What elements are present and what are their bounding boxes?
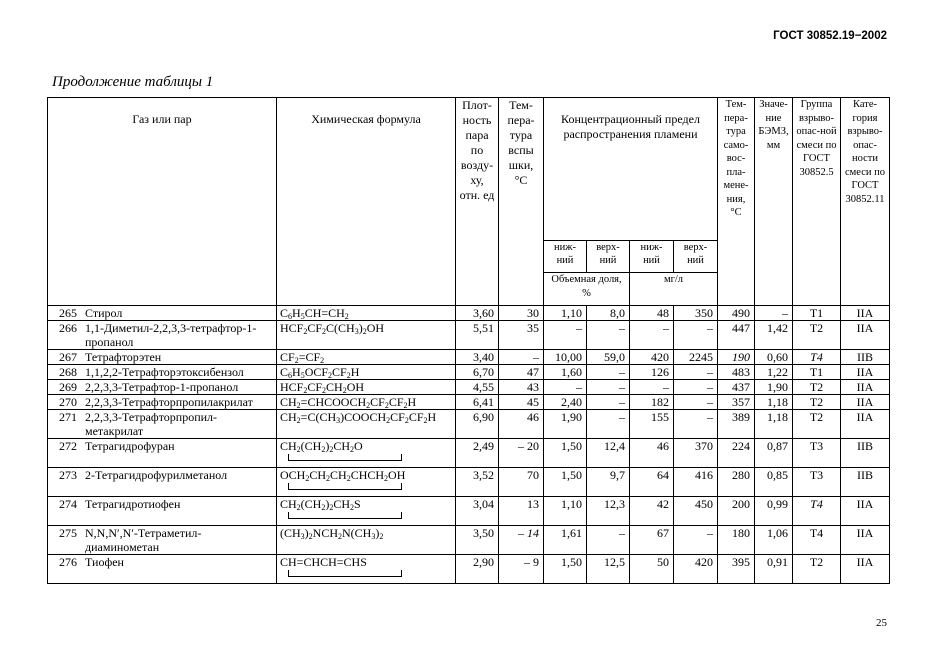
formula-text: $CF_2=CF_2$: [280, 350, 325, 365]
row-number: 276: [59, 555, 77, 569]
ring-bracket-icon: [288, 483, 402, 490]
cell-group: T2: [793, 555, 841, 584]
cell-formula: [277, 306, 456, 321]
cell-gas: [48, 497, 277, 526]
cell-lower-mg: –: [630, 321, 674, 350]
cell-category: IIA: [841, 380, 890, 395]
cell-upper-volume: 12,3: [587, 497, 630, 526]
row-number: 271: [59, 410, 77, 424]
cell-group: T4: [793, 497, 841, 526]
cell-mesg: 1,06: [755, 526, 793, 555]
table-row: [48, 439, 890, 468]
cell-formula: [277, 365, 456, 380]
table-continuation-caption: Продолжение таблицы 1: [52, 74, 214, 90]
cell-mesg: 1,22: [755, 365, 793, 380]
cell-category: IIA: [841, 321, 890, 350]
cell-lower-volume: 1,61: [544, 526, 587, 555]
cell-gas: [48, 306, 277, 321]
formula-text: $CH_2(CH_2)_2CH_2S$: [280, 497, 361, 512]
header-gas: Газ или пар: [48, 98, 277, 306]
cell-lower-volume: –: [544, 380, 587, 395]
cell-flash-point: 43: [499, 380, 544, 395]
cell-lower-volume: 2,40: [544, 395, 587, 410]
cell-gas: [48, 526, 277, 555]
cell-mesg: 0,85: [755, 468, 793, 497]
cell-upper-mg: 350: [674, 306, 718, 321]
cell-flash-point: 70: [499, 468, 544, 497]
cell-mesg: 1,18: [755, 410, 793, 439]
gas-name: 2,2,3,3-Тетрафтор-1-пропанол: [85, 380, 239, 394]
cell-lower-mg: 46: [630, 439, 674, 468]
cell-autoignition: 389: [718, 410, 755, 439]
cell-autoignition: 483: [718, 365, 755, 380]
table-row: [48, 306, 890, 321]
header-mg-per-l: мг/л: [630, 273, 718, 306]
cell-group: T3: [793, 468, 841, 497]
cell-flash-point: – 14: [499, 526, 544, 555]
header-mesg: Значе-ние БЭМЗ, мм: [755, 98, 793, 306]
cell-formula: [277, 468, 456, 497]
cell-lower-volume: 1,10: [544, 306, 587, 321]
cell-autoignition: 180: [718, 526, 755, 555]
table-row: [48, 468, 890, 497]
row-number: 272: [59, 439, 77, 453]
cell-gas: [48, 439, 277, 468]
gas-properties-table: [47, 97, 890, 584]
cell-density: 2,90: [456, 555, 499, 584]
ring-bracket-icon: [288, 512, 402, 519]
formula-text: $C_6H_5OCF_2CF_2H$: [280, 365, 360, 380]
cell-autoignition: 357: [718, 395, 755, 410]
formula-text: CH=CHCH=CHS: [280, 555, 367, 569]
cell-density: 3,40: [456, 350, 499, 365]
cell-upper-mg: –: [674, 365, 718, 380]
cell-mesg: 0,87: [755, 439, 793, 468]
formula-text: $CH_2=CHCOOCH_2CF_2CF_2H$: [280, 395, 417, 410]
row-number: 274: [59, 497, 77, 511]
cell-upper-volume: –: [587, 410, 630, 439]
cell-upper-volume: 12,5: [587, 555, 630, 584]
page-number: 25: [876, 617, 887, 629]
cell-category: IIA: [841, 306, 890, 321]
formula-text: $(CH_3)_2NCH_2N(CH_3)_2$: [280, 526, 384, 541]
gas-name: 2,2,3,3-Тетрафторпропил-метакрилат: [85, 410, 218, 438]
cell-category: IIB: [841, 350, 890, 365]
header-volume-fraction: Объемная доля, %: [544, 273, 630, 306]
cell-upper-volume: –: [587, 380, 630, 395]
cell-formula: [277, 350, 456, 365]
header-flash: Тем-пера-тура вспы шки, °С: [499, 98, 544, 306]
cell-formula: [277, 321, 456, 350]
cell-category: IIA: [841, 395, 890, 410]
cell-group: T4: [793, 526, 841, 555]
cell-upper-mg: –: [674, 526, 718, 555]
cell-upper-mg: 420: [674, 555, 718, 584]
gas-name: 2,2,3,3-Тетрафторпропилакрилат: [85, 395, 253, 409]
cell-lower-volume: 1,50: [544, 468, 587, 497]
cell-mesg: 1,18: [755, 395, 793, 410]
header-concentration: Концентрационный предел распространения пламени: [544, 98, 718, 241]
cell-lower-mg: 48: [630, 306, 674, 321]
cell-formula: [277, 526, 456, 555]
cell-lower-mg: 50: [630, 555, 674, 584]
cell-mesg: –: [755, 306, 793, 321]
cell-group: T1: [793, 306, 841, 321]
cell-density: 3,50: [456, 526, 499, 555]
cell-lower-volume: 1,50: [544, 555, 587, 584]
cell-gas: [48, 410, 277, 439]
cell-group: T3: [793, 439, 841, 468]
cell-flash-point: 46: [499, 410, 544, 439]
cell-lower-mg: 420: [630, 350, 674, 365]
header-upper-mg: верх-ний: [674, 240, 718, 273]
cell-upper-mg: –: [674, 395, 718, 410]
table-row: [48, 497, 890, 526]
cell-density: 6,41: [456, 395, 499, 410]
cell-lower-volume: 10,00: [544, 350, 587, 365]
header-lower-vol: ниж-ний: [544, 240, 587, 273]
cell-flash-point: 45: [499, 395, 544, 410]
cell-flash-point: 30: [499, 306, 544, 321]
cell-gas: [48, 350, 277, 365]
cell-autoignition: 190: [718, 350, 755, 365]
cell-flash-point: – 20: [499, 439, 544, 468]
cell-density: 3,04: [456, 497, 499, 526]
cell-lower-volume: –: [544, 321, 587, 350]
header-lower-mg: ниж-ний: [630, 240, 674, 273]
header-formula: Химическая формула: [277, 98, 456, 306]
cell-lower-mg: 155: [630, 410, 674, 439]
formula-text: $HCF_2CF_2C(CH_3)_2OH$: [280, 321, 385, 336]
cell-upper-mg: –: [674, 410, 718, 439]
cell-autoignition: 200: [718, 497, 755, 526]
gas-name: Тиофен: [85, 555, 124, 569]
table-row: [48, 555, 890, 584]
cell-density: 4,55: [456, 380, 499, 395]
cell-lower-mg: 182: [630, 395, 674, 410]
cell-lower-volume: 1,10: [544, 497, 587, 526]
table-row: [48, 321, 890, 350]
cell-autoignition: 395: [718, 555, 755, 584]
cell-formula: [277, 555, 456, 584]
header-group: Группа взрыво-опас-ной смеси по ГОСТ 30852.5: [793, 98, 841, 306]
gas-name: 1,1-Диметил-2,2,3,3-тетрафтор-1-пропанол: [85, 321, 257, 349]
cell-density: 3,52: [456, 468, 499, 497]
cell-upper-volume: –: [587, 321, 630, 350]
cell-gas: [48, 468, 277, 497]
cell-flash-point: 35: [499, 321, 544, 350]
cell-formula: [277, 395, 456, 410]
cell-lower-mg: 42: [630, 497, 674, 526]
cell-flash-point: 13: [499, 497, 544, 526]
cell-autoignition: 224: [718, 439, 755, 468]
cell-density: 6,90: [456, 410, 499, 439]
row-number: 269: [59, 380, 77, 394]
formula-text: $HCF_2CF_2CH_2OH$: [280, 380, 365, 395]
row-number: 270: [59, 395, 77, 409]
formula-text: $C_6H_5CH=CH_2$: [280, 306, 349, 321]
gas-name: 1,1,2,2-Тетрафторэтоксибензол: [85, 365, 244, 379]
cell-autoignition: 490: [718, 306, 755, 321]
cell-mesg: 1,42: [755, 321, 793, 350]
cell-category: IIA: [841, 555, 890, 584]
gas-name: Тетрагидротиофен: [85, 497, 181, 511]
formula-text: $OCH_2CH_2CH_2CHCH_2OH$: [280, 468, 406, 483]
table-row: [48, 380, 890, 395]
formula-text: $CH_2=C(CH_3)COOCH_2CF_2CF_2H$: [280, 410, 437, 425]
cell-upper-volume: –: [587, 526, 630, 555]
ring-bracket-icon: [288, 570, 402, 577]
gas-name: 2-Тетрагидрофурилметанол: [85, 468, 228, 482]
row-number: 265: [59, 306, 77, 320]
table-row: [48, 526, 890, 555]
cell-group: T2: [793, 410, 841, 439]
cell-mesg: 1,90: [755, 380, 793, 395]
cell-formula: [277, 410, 456, 439]
table-row: [48, 410, 890, 439]
cell-upper-volume: 9,7: [587, 468, 630, 497]
cell-density: 3,60: [456, 306, 499, 321]
cell-category: IIA: [841, 497, 890, 526]
cell-gas: [48, 365, 277, 380]
table-row: [48, 365, 890, 380]
cell-autoignition: 280: [718, 468, 755, 497]
table-row: [48, 350, 890, 365]
formula-text: $CH_2(CH_2)_2CH_2O$: [280, 439, 363, 454]
cell-category: IIA: [841, 365, 890, 380]
cell-upper-mg: 370: [674, 439, 718, 468]
cell-category: IIA: [841, 410, 890, 439]
standard-number: ГОСТ 30852.19−2002: [773, 30, 887, 42]
gas-name: Тетрагидрофуран: [85, 439, 175, 453]
cell-mesg: 0,99: [755, 497, 793, 526]
cell-upper-volume: 12,4: [587, 439, 630, 468]
cell-group: T2: [793, 395, 841, 410]
header-category: Кате-гория взрыво-опас-ности смеси по ГОСТ 30852.11: [841, 98, 890, 306]
gas-name: Тетрафторэтен: [85, 350, 162, 364]
row-number: 273: [59, 468, 77, 482]
ring-bracket-icon: [288, 454, 402, 461]
cell-category: IIB: [841, 439, 890, 468]
cell-lower-mg: 67: [630, 526, 674, 555]
cell-density: 6,70: [456, 365, 499, 380]
row-number: 268: [59, 365, 77, 379]
header-autoignition: Тем-пера-тура само-вос-пла-мене-ния, °С: [718, 98, 755, 306]
cell-gas: [48, 395, 277, 410]
table-row: [48, 395, 890, 410]
cell-group: T2: [793, 321, 841, 350]
cell-density: 2,49: [456, 439, 499, 468]
cell-autoignition: 447: [718, 321, 755, 350]
cell-upper-mg: 416: [674, 468, 718, 497]
header-density: Плот-ность пара по возду-ху, отн. ед: [456, 98, 499, 306]
row-number: 267: [59, 350, 77, 364]
cell-upper-mg: 450: [674, 497, 718, 526]
cell-category: IIB: [841, 468, 890, 497]
cell-upper-mg: 2245: [674, 350, 718, 365]
row-number: 266: [59, 321, 77, 335]
cell-upper-mg: –: [674, 380, 718, 395]
cell-mesg: 0,60: [755, 350, 793, 365]
cell-group: T2: [793, 380, 841, 395]
cell-upper-volume: –: [587, 395, 630, 410]
cell-flash-point: –: [499, 350, 544, 365]
row-number: 275: [59, 526, 77, 540]
cell-gas: [48, 380, 277, 395]
cell-upper-volume: 59,0: [587, 350, 630, 365]
cell-lower-volume: 1,50: [544, 439, 587, 468]
cell-upper-mg: –: [674, 321, 718, 350]
cell-lower-volume: 1,60: [544, 365, 587, 380]
cell-density: 5,51: [456, 321, 499, 350]
cell-gas: [48, 555, 277, 584]
cell-formula: [277, 380, 456, 395]
cell-group: T4: [793, 350, 841, 365]
cell-formula: [277, 439, 456, 468]
cell-lower-mg: 64: [630, 468, 674, 497]
cell-flash-point: 47: [499, 365, 544, 380]
cell-gas: [48, 321, 277, 350]
cell-category: IIA: [841, 526, 890, 555]
cell-lower-volume: 1,90: [544, 410, 587, 439]
gas-name: N,N,N′,N′-Тетраметил-диаминометан: [85, 526, 202, 554]
cell-upper-volume: 8,0: [587, 306, 630, 321]
cell-formula: [277, 497, 456, 526]
header-upper-vol: верх-ний: [587, 240, 630, 273]
cell-flash-point: – 9: [499, 555, 544, 584]
cell-autoignition: 437: [718, 380, 755, 395]
cell-upper-volume: –: [587, 365, 630, 380]
cell-group: T1: [793, 365, 841, 380]
gas-name: Стирол: [85, 306, 123, 320]
cell-lower-mg: –: [630, 380, 674, 395]
cell-mesg: 0,91: [755, 555, 793, 584]
cell-lower-mg: 126: [630, 365, 674, 380]
